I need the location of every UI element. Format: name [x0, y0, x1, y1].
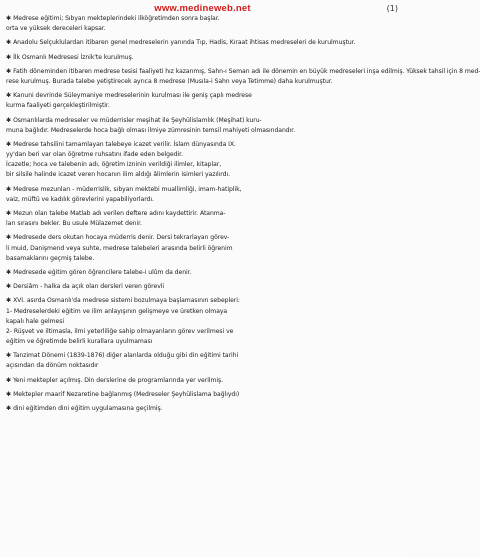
note-line — [6, 116, 398, 126]
note-line-text: İlk Osmanlı Medresesi İznik'te kurulmuş. — [13, 53, 134, 61]
note-line — [6, 195, 398, 205]
note-line-text: Mezun olan talebe Matlab adı verilen deftere adını kaydettirir. Atanma- — [13, 210, 226, 217]
note-line-text: Mektepler maarif Nezaretine bağlanmış (Medreseler Şeyhülislama bağlıydı) — [13, 390, 240, 398]
note-line — [6, 307, 398, 317]
note-line-text: Medrese tahsilini tamamlayan talebeye icazet verilir. İslam dünyasında IX. — [13, 140, 236, 148]
note-line-text: Yeni mektepler açılmış. Din derslerine de programlarında yer verilmiş. — [13, 376, 224, 384]
note-line-text: XVI. asırda Osmanlı'da medrese sistemi bozulmaya başlamasının sebepleri: — [13, 297, 240, 305]
note-line-text: açısından da dönüm noktasıdır — [6, 362, 99, 370]
bullet-star-icon: ✱ — [6, 185, 12, 193]
note-line-text: bir silsile halinde icazet veren hocanın ilim aldığı âlimlerin isimleri yazılırdı. — [6, 171, 230, 179]
note-line-text: dini eğitimden dini eğitim uygulamasına geçilmiş. — [13, 405, 163, 412]
note-line-text: Fatih döneminden itibaren medrese tesisi faaliyeti hız kazanmış, Sahn-ı Seman adı ile dönemin en büyük medreseleri inşa edilmiş. Yüksek tahsil için 8 med- — [13, 67, 480, 75]
note-line — [6, 268, 398, 278]
note-line-text: Anadolu Selçuklulardan itibaren genel medreselerin yanında Tıp, Hadis, Kıraat ihtisas medreseleri de kurulmuştur. — [13, 39, 356, 47]
bullet-star-icon: ✱ — [6, 92, 12, 100]
bullet-star-icon: ✱ — [6, 268, 12, 276]
note-line — [6, 209, 398, 219]
bullet-star-icon: ✱ — [6, 283, 12, 291]
note-line — [6, 282, 398, 292]
note-line — [6, 327, 398, 337]
note-line — [6, 361, 398, 371]
page-number: (1) — [386, 4, 398, 13]
note-line — [6, 77, 398, 87]
site-watermark-url: www.medineweb.net — [154, 3, 251, 14]
note-line-text: 2- Rüşvet ve iltimasla, ilmi yeterliliğe sahip olmayanların görev verilmesi ve — [6, 327, 234, 335]
note-line — [6, 67, 480, 77]
note-line-text: Kanuni devrinde Süleymaniye medreselerinin kurulması ile geniş çaplı medrese — [13, 92, 252, 100]
note-line — [6, 14, 398, 24]
note-line — [6, 254, 398, 264]
note-line-text: Osmanlılarda medreseler ve müderrisler meşihat ile Şeyhülislamlık (Meşihat) kuru- — [13, 116, 262, 124]
note-line-text: Medrese mezunları - müderrislik, sıbyan mektebi muallimliği, imam-hatiplik, — [13, 185, 242, 193]
note-line-text: Dersiâm - halka da açık olan dersleri veren görevli — [13, 283, 165, 291]
note-line — [6, 38, 398, 48]
note-line — [6, 317, 398, 327]
note-line-text: 1- Medreselerdeki eğitim ve ilim anlayışının gelişmeye ve üretken olmaya — [6, 307, 228, 315]
note-line — [6, 53, 398, 63]
handwritten-notes — [6, 14, 480, 414]
note-line — [6, 101, 398, 111]
note-line — [6, 219, 398, 229]
note-line — [6, 91, 398, 101]
bullet-star-icon: ✱ — [6, 297, 12, 305]
note-line-text: Tanzimat Dönemi (1839-1876) diğer alanlarda olduğu gibi din eğitimi tarihi — [13, 352, 239, 360]
bullet-star-icon: ✱ — [6, 67, 12, 75]
bullet-star-icon: ✱ — [6, 116, 12, 124]
note-line-text: muna bağlıdır. Medreselerde hoca bağlı olması ilmiye zümresinin temsil mahiyeti olmasındandır. — [6, 126, 296, 134]
note-line-text: kapalı hale gelmesi — [6, 317, 64, 325]
note-line — [6, 140, 398, 150]
note-line — [6, 390, 398, 400]
bullet-star-icon: ✱ — [6, 352, 12, 360]
note-line — [6, 351, 398, 361]
note-line-text: vaiz, müftü ve kadılık görevlerini yapabiliyorlardı. — [6, 195, 154, 203]
note-line-text: eğitim ve öğretimde belirli kurallara uyulmaması — [6, 338, 153, 346]
bullet-star-icon: ✱ — [6, 390, 12, 398]
note-line-text: İcazetle; hoca ve talebenin adı, öğretim izninin verildiği ilimler, kitaplar, — [6, 161, 222, 169]
note-line — [6, 244, 398, 254]
note-line — [6, 404, 398, 414]
bullet-star-icon: ✱ — [6, 376, 12, 384]
bullet-star-icon: ✱ — [6, 210, 12, 217]
note-line-text: rese kurulmuş. Burada talebe yetiştirecek ayrıca 8 medrese (Musıla-i Sahn veya Tetimme) daha kurulmuştur. — [6, 77, 333, 85]
bullet-star-icon: ✱ — [6, 53, 12, 61]
note-line-text: kurma faaliyeti gerçekleştirilmiştir. — [6, 102, 110, 110]
note-line-text: Medresede ders okutan hocaya müderris denir. Dersi tekrarlayan görev- — [13, 234, 230, 242]
note-line-text: yy'dan beri var olan öğretme ruhsatını ifade eden belgedir. — [6, 151, 183, 159]
note-line — [6, 185, 398, 195]
note-line — [6, 150, 398, 160]
bullet-star-icon: ✱ — [6, 39, 12, 47]
note-line-text: orta ve yüksek dereceleri kapsar. — [6, 25, 106, 33]
note-line-text: Medrese eğitimi; Sıbyan mekteplerindeki ilköğretimden sonra başlar. — [13, 15, 220, 22]
note-line — [6, 170, 398, 180]
bullet-star-icon: ✱ — [6, 405, 12, 412]
note-line — [6, 337, 398, 347]
bullet-star-icon: ✱ — [6, 234, 12, 242]
note-line — [6, 126, 398, 136]
note-line-text: li muid, Danişmend veya suhte, medrese talebeleri arasında belirli öğrenim — [6, 244, 233, 252]
note-line — [6, 24, 398, 34]
bullet-star-icon: ✱ — [6, 15, 12, 22]
note-line — [6, 296, 398, 306]
note-line — [6, 160, 398, 170]
note-line-text: Medresede eğitim gören öğrencilere talebe-i ulûm da denir. — [13, 268, 192, 276]
bullet-star-icon: ✱ — [6, 140, 12, 148]
note-line-text: basamaklarını geçmiş talebe. — [6, 254, 95, 262]
note-line — [6, 233, 398, 243]
note-line — [6, 376, 398, 386]
note-line-text: ları sırasını bekler. Bu usule Mülazemet denir. — [6, 220, 142, 228]
